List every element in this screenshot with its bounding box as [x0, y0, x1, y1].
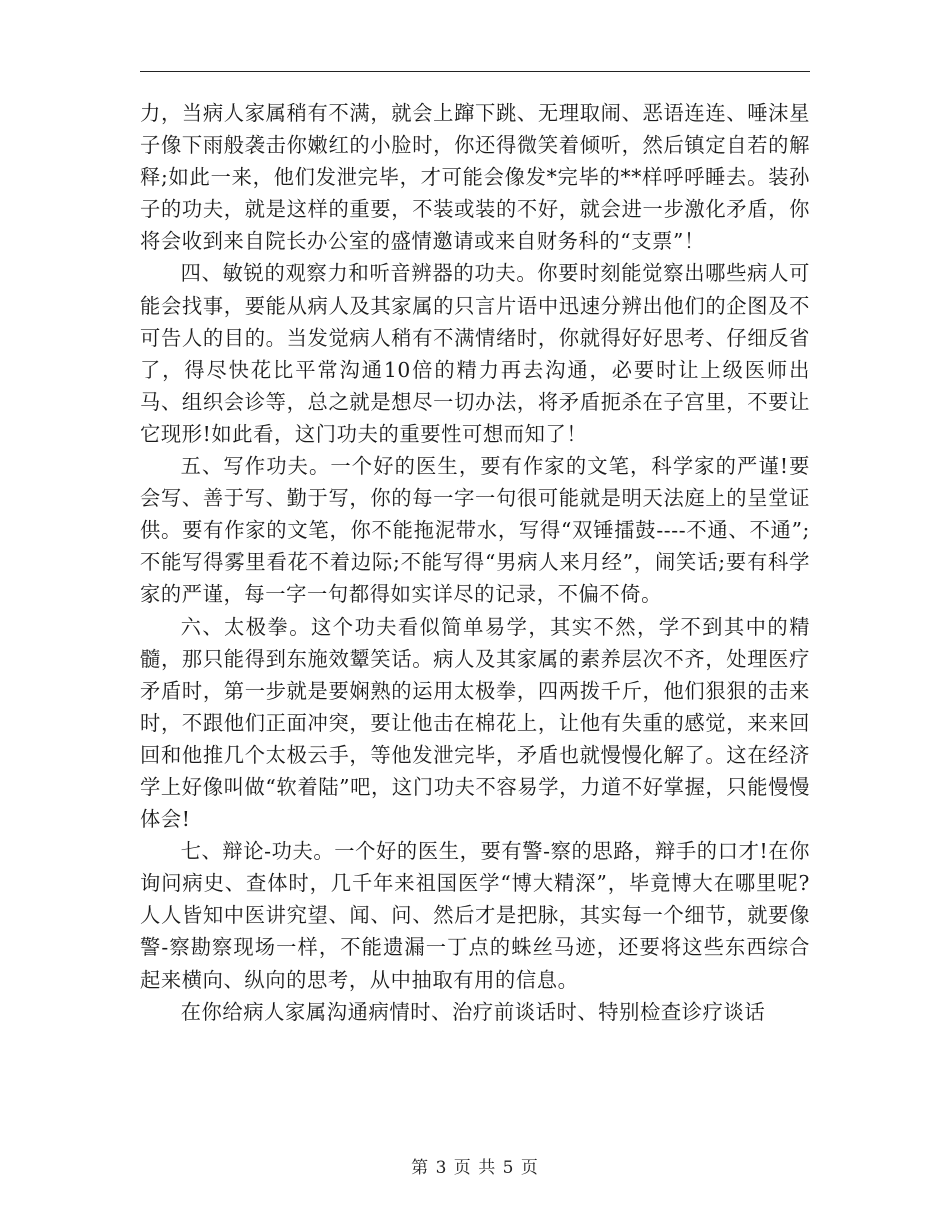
paragraph-4: 六、太极拳。这个功夫看似简单易学，其实不然，学不到其中的精髓，那只能得到东施效颦笑话。病人及其家属的素养层次不齐，处理医疗矛盾时，第一步就是要娴熟的运用太极拳，四两拨千斤，他们狠狠的击来时，不跟他们正面冲突，要让他击在棉花上，让他有失重的感觉，来来回回和他推几个太极云手，等他发泄完毕，矛盾也就慢慢化解了。这在经济学上好像叫做“软着陆”吧，这门功夫不容易学，力道不好掌握，只能慢慢体会! — [140, 614, 810, 832]
paragraph-2: 四、敏锐的观察力和听音辨器的功夫。你要时刻能觉察出哪些病人可能会找事，要能从病人及其家属的只言片语中迅速分辨出他们的企图及不可告人的目的。当发觉病人稍有不满情绪时，你就得好好思考、仔细反省了，得尽快花比平常沟通10倍的精力再去沟通，必要时让上级医师出马、组织会诊等，总之就是想尽一切办法，将矛盾扼杀在子宫里，不要让它现形!如此看，这门功夫的重要性可想而知了！ — [140, 261, 810, 446]
page-footer: 第 3 页 共 5 页 — [411, 1158, 539, 1178]
body-text — [140, 97, 810, 1028]
header-rule — [140, 71, 810, 72]
paragraph-6: 在你给病人家属沟通病情时、治疗前谈话时、特别检查诊疗谈话 — [180, 999, 766, 1024]
paragraph-3: 五、写作功夫。一个好的医生，要有作家的文笔，科学家的严谨!要会写、善于写、勤于写，你的每一字一句很可能就是明天法庭上的呈堂证供。要有作家的文笔，你不能拖泥带水，写得“双锤擂鼓----不通、不通”;不能写得雾里看花不着边际;不能写得“男病人来月经”，闹笑话;要有科学家的严谨，每一字一句都得如实详尽的记录，不偏不倚。 — [140, 454, 810, 607]
paragraph-1: 力，当病人家属稍有不满，就会上蹿下跳、无理取闹、恶语连连、唾沫星子像下雨般袭击你嫩红的小脸时，你还得微笑着倾听，然后镇定自若的解释;如此一来，他们发泄完毕，才可能会像发*完毕的**样呼呼睡去。装孙子的功夫，就是这样的重要，不装或装的不好，就会进一步激化矛盾，你将会收到来自院长办公室的盛情邀请或来自财务科的“支票”！ — [140, 101, 810, 254]
paragraph-5: 七、辩论-功夫。一个好的医生，要有警-察的思路，辩手的口才!在你询问病史、查体时，几千年来祖国医学“博大精深”，毕竟博大在哪里呢?人人皆知中医讲究望、闻、问、然后才是把脉，其实每一个细节，就要像警-察勘察现场一样，不能遗漏一丁点的蛛丝马迹，还要将这些东西综合起来横向、纵向的思考，从中抽取有用的信息。 — [140, 839, 810, 992]
